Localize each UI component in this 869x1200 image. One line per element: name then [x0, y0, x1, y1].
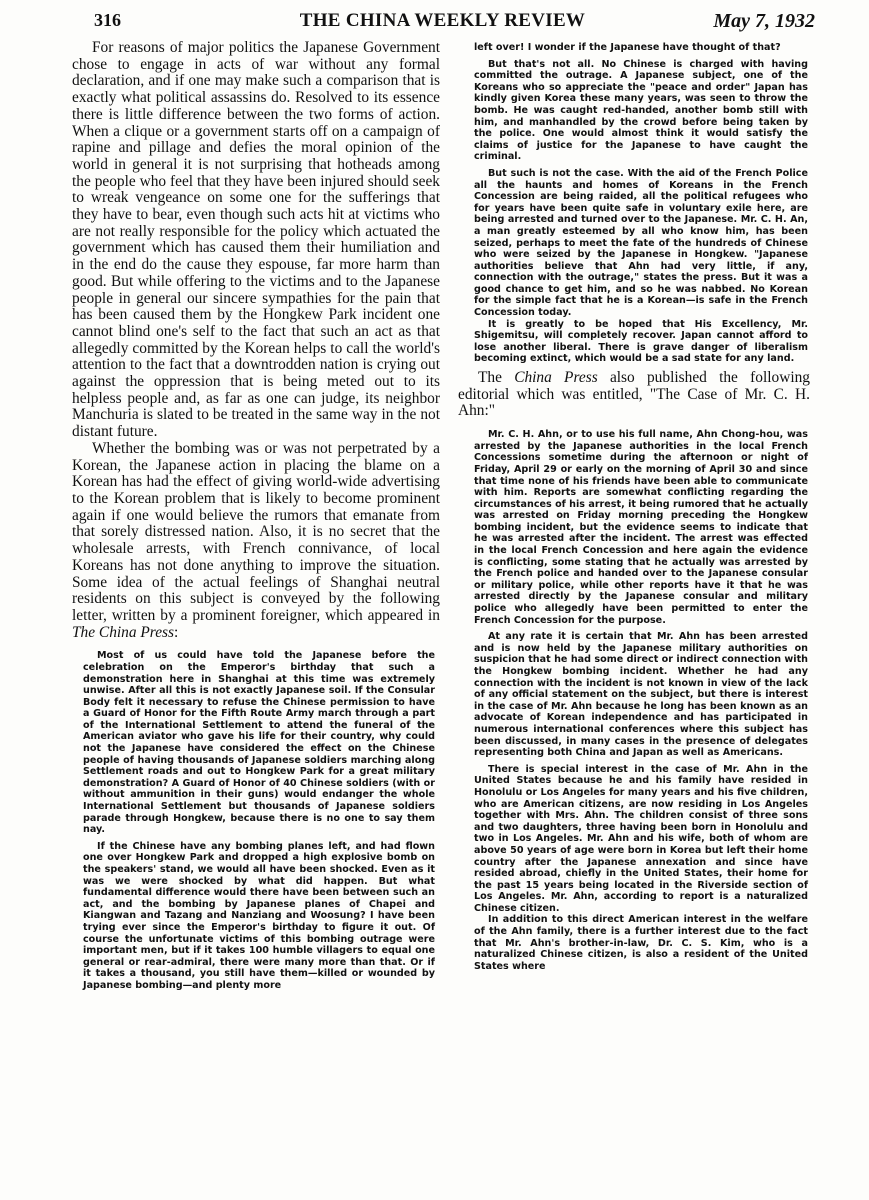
- article-paragraph-2: [72, 441, 440, 641]
- page-header: [70, 8, 815, 36]
- paragraph-2-end: :: [174, 623, 179, 641]
- intro-rest: also published the following editorial which was entitled, "The Case of Mr. C. H. Ahn:": [458, 369, 810, 420]
- quoted-letter: [72, 650, 440, 991]
- intro-start: The: [478, 369, 502, 387]
- publication-title: THE CHINA WEEKLY REVIEW: [299, 10, 586, 31]
- letter-paragraph-3: left over! I wonder if the Japanese have thought of that?: [474, 42, 781, 53]
- left-column: [72, 40, 440, 992]
- editorial-paragraph-1: Mr. C. H. Ahn, or to use his full name, Ahn Chong-hou, was arrested by the Japanese authorities in the local French Concessions sometime during the afternoon or night of Friday, April 29 or early on the morning of April 30 and since that time none of his friends have been able to communicate with him. Reports are somewhat conflicting regarding the circumstances of his arrest, it being rumored that he actually was arrested on Friday morning preceding the Hongkew bombing incident, but the evidence seems to indicate that he was arrested after the incident. The arrest was effected in the local French Concession and here again the evidence is conflicting, some stating that he actually was arrested by the French police and handed over to the Japanese consular or military police, while other reports have it that he was arrested directly by the Japanese consular and military police who allegedly have been permitted to enter the French Concession for the purpose.: [474, 429, 808, 626]
- editorial-paragraph-4: In addition to this direct American interest in the welfare of the Ahn family, there is a further interest due to the fact that Mr. Ahn's brother-in-law, Dr. C. S. Kim, who is a naturalized Chinese citizen, is also a resident of the United States where: [474, 914, 808, 972]
- quoted-letter-continued: [458, 42, 810, 365]
- editorial-paragraph-2: At any rate it is certain that Mr. Ahn has been arrested and is now held by the Japanese military authorities on suspicion that he had some direct or indirect connection with the Hongkew bombing incident. Whether he had any connection with the incident is not known in view of the lack of any official statement on the subject, but there is interest in the case of Mr. Ahn because he long has been known as an advocate of Korean independence and has participated in numerous international conferences where this subject has been discussed, in many cases in the presence of delegates representing both China and Japan as well as Americans.: [474, 631, 808, 759]
- letter-paragraph-2: If the Chinese have any bombing planes left, and had flown one over Hongkew Park and dropped a high explosive bomb on the speakers' stand, we would all have been shocked. Even as it was we were shocked by what did happen. But what fundamental difference would there have been between such an act, and the bombing by Japanese planes of Chapei and Kiangwan and Tazang and Nanziang and Woosung? I have been trying ever since the Emperor's birthday to figure it out. Of course the unfortunate victims of this bombing outrage were important men, but if it takes 100 humble villagers to equal one general or rear-admiral, there were many more than that. Or if it takes a thousand, you still have them—killed or wounded by Japanese bombing—and plenty more: [83, 840, 435, 991]
- page-number: 316: [94, 10, 121, 30]
- editorial-intro: [458, 370, 810, 420]
- article-paragraph-1: For reasons of major politics the Japanese Government chose to engage in acts of war without any formal declaration, and if one may make such a comparison that is exactly what political assassins do. Resolved to its essence there is little difference between the two forms of action. When a clique or a government starts off on a campaign of rapine and pillage and defies the moral opinion of the world in general it is not surprising that hotheads among the people who feel that they have been injured should seek to wreak vengeance on some one for the sufferings that they have to bear, even though such acts hit at victims who are not really responsible for the policy which actuated the government which has caused them their humiliation and in the end do the cause they espouse, far more harm than good. But while offering to the victims and to the Japanese people in general our sincere sympathies for the pain that has been caused them by the Hongkew Park incident one cannot blind one's self to the fact that such an act as that allegedly committed by the Korean helps to call the world's attention to the fact that a downtrodden nation is crying out against the oppression that is being meted out to its helpless people and, as far as one can judge, its neighbor Manchuria is slated to be treated in the same way in the not distant future.: [72, 39, 440, 441]
- quoted-editorial: [458, 429, 810, 972]
- editorial-paragraph-3: There is special interest in the case of Mr. Ahn in the United States because he and his family have resided in Honolulu or Los Angeles for many years and his five children, who are American citizens, are now residing in Los Angeles together with Mrs. Ahn. The children consist of three sons and two daughters, three having been born in Honolulu and two in Los Angeles. Mr. Ahn and his wife, both of whom are above 50 years of age were born in Korea but left their home country after the Japanese annexation and since have resided abroad, chiefly in the United States, their home for the past 15 years being located in the Riverside section of Los Angeles. Mr. Ahn, according to report is a naturalized Chinese citizen.: [474, 763, 808, 914]
- paragraph-2-text: Whether the bombing was or was not perpetrated by a Korean, the Japanese action in placing the blame on a Korean has had the effect of giving world-wide advertising to the Korean problem that is likely to become prominent again if one would believe the rumors that emanate from that sorely distressed nation. Also, it is no secret that the wholesale arrests, with French connivance, of local Koreans has not done anything to improve the situation. Some idea of the actual feelings of Shanghai neutral residents on this subject is conveyed by the following letter, written by a prominent foreigner, which appeared in: [72, 439, 440, 624]
- letter-paragraph-4: But that's not all. No Chinese is charged with having committed the outrage. A Japanese subject, one of the Koreans who so appreciate the "peace and order" Japan has kindly given Korea these many years, was seen to throw the bomb. He was caught red-handed, another bomb still with him, and manhandled by the crowd before being taken by the police. One would almost think it would satisfy the claims of justice for the Japanese to have caught the criminal.: [474, 58, 808, 163]
- letter-paragraph-6: It is greatly to be hoped that His Excellency, Mr. Shigemitsu, will completely recover. Japan cannot afford to lose another liberal. There is grave danger of liberalism becoming extinct, which would be a sad state for any land.: [474, 318, 808, 365]
- letter-paragraph-5: But such is not the case. With the aid of the French Police all the haunts and homes of Koreans in the French Concession are being raided, all the political refugees who for years have been quite safe in voluntary exile here, are being arrested and turned over to the Japanese. Mr. C. H. An, a man greatly esteemed by all who know him, has been seized, perhaps to meet the fate of the hundreds of Chinese who were seized by the Japanese in Hongkew. "Japanese authorities believe that Ahn had very little, if any, connection with the outrage," states the press. But it was a good chance to get him, and so he was nabbed. No Korean for the simple fact that he is a Korean—is safe in the French Concession today.: [474, 167, 808, 319]
- issue-date: May 7, 1932: [713, 10, 815, 32]
- letter-paragraph-1: Most of us could have told the Japanese before the celebration on the Emperor's birthday that such a demonstration here in Shanghai at this time was extremely unwise. After all this is not exactly Japanese soil. If the Consular Body felt it necessary to refuse the Chinese permission to have a Guard of Honor for the Fifth Route Army march through a part of the International Settlement to attend the funeral of the American aviator who gave his life for their country, why could not the Japanese have considered the effect on the Chinese people of having thousands of Japanese soldiers marching along Settlement roads and out to Hongkew Park for a great military demonstration? A Guard of Honor of 40 Chinese soldiers (with or without ammunition in their guns) would endanger the whole International Settlement but thousands of Japanese soldiers parade through Hongkew, because there is no one to say them nay.: [83, 650, 435, 836]
- newspaper-name: The China Press: [72, 623, 175, 641]
- intro-newspaper-name: China Press: [514, 369, 598, 387]
- right-column: [458, 42, 810, 972]
